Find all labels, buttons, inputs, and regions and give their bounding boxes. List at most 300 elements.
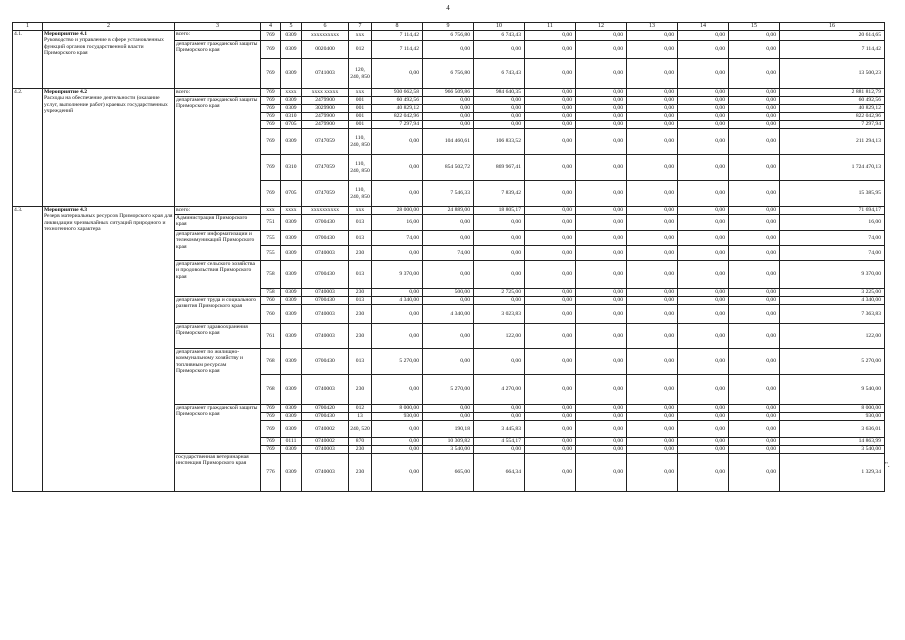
table-cell: 0,00	[474, 113, 525, 121]
table-cell: 0,00	[576, 305, 627, 324]
table-cell: 0740003	[302, 446, 349, 454]
column-number-cell: 4	[261, 23, 281, 31]
table-cell: 0,00	[576, 113, 627, 121]
table-cell: 0,00	[576, 155, 627, 181]
table-cell: 0,00	[576, 375, 627, 405]
table-cell: 854 502,72	[423, 155, 474, 181]
table-cell: 0309	[281, 297, 302, 305]
table-cell: 776	[261, 454, 281, 492]
table-cell: 230	[349, 454, 372, 492]
table-cell: 0,00	[678, 113, 729, 121]
table-cell: 0,00	[678, 97, 729, 105]
table-cell: 0,00	[372, 438, 423, 446]
table-cell: 0309	[281, 105, 302, 113]
table-cell: 0,00	[525, 446, 576, 454]
table-cell: 755	[261, 231, 281, 246]
table-cell: всего:	[175, 207, 261, 215]
table-cell: 0,00	[729, 305, 780, 324]
table-cell: 0,00	[678, 246, 729, 261]
table-cell: 0,00	[678, 413, 729, 421]
table-cell: 0,00	[627, 297, 678, 305]
table-cell: 0,00	[678, 231, 729, 246]
table-cell: 012	[349, 41, 372, 59]
table-cell: 0,00	[474, 261, 525, 289]
table-cell: 0,00	[678, 105, 729, 113]
table-cell: 0,00	[576, 413, 627, 421]
column-number-cell: 9	[423, 23, 474, 31]
table-cell: 74,00	[372, 231, 423, 246]
table-cell: 0309	[281, 421, 302, 438]
table-cell: 0,00	[525, 375, 576, 405]
table-cell: 0,00	[678, 324, 729, 349]
column-number-cell: 6	[302, 23, 349, 31]
table-cell: 0,00	[474, 105, 525, 113]
table-cell: ххх	[261, 207, 281, 215]
table-cell: 0740003	[302, 454, 349, 492]
table-cell: 16,00	[372, 215, 423, 231]
table-cell: 760	[261, 297, 281, 305]
table-cell: 0,00	[729, 421, 780, 438]
table-cell: 0,00	[474, 297, 525, 305]
table-cell: 0,00	[525, 413, 576, 421]
table-cell: 1 724 470,13	[780, 155, 885, 181]
table-cell: 0,00	[627, 121, 678, 129]
table-cell: 16,00	[780, 215, 885, 231]
table-cell: 0,00	[678, 215, 729, 231]
budget-table	[12, 22, 885, 492]
table-cell: 4 340,00	[423, 305, 474, 324]
table-row	[13, 89, 885, 97]
table-cell: 0,00	[525, 305, 576, 324]
table-cell: 0310	[281, 155, 302, 181]
table-cell: 2 725,00	[474, 289, 525, 297]
table-cell: 0,00	[678, 421, 729, 438]
table-cell: 0,00	[678, 89, 729, 97]
table-cell: хххххххххх	[302, 31, 349, 41]
table-cell: 71 694,17	[780, 207, 885, 215]
table-cell: 0,00	[474, 121, 525, 129]
table-cell: 0,00	[729, 349, 780, 375]
table-cell: 0740003	[302, 305, 349, 324]
table-cell: 0,00	[576, 246, 627, 261]
table-cell: 3029900	[302, 105, 349, 113]
table-cell: департамент труда и социального развития Приморского края	[175, 297, 261, 324]
table-cell: 0,00	[576, 105, 627, 113]
table-cell: 0,00	[423, 121, 474, 129]
table-cell: 966 509,86	[423, 89, 474, 97]
column-number-cell: 2	[43, 23, 175, 31]
table-cell: 5 270,00	[423, 375, 474, 405]
table-cell: 0,00	[627, 454, 678, 492]
table-cell: 0,00	[627, 113, 678, 121]
column-number-cell: 14	[678, 23, 729, 31]
table-cell: 0700430	[302, 297, 349, 305]
table-cell: 3 445,83	[474, 421, 525, 438]
table-cell: ххх	[349, 89, 372, 97]
table-cell: 0,00	[729, 113, 780, 121]
table-cell: департамент информатизации и телекоммуникаций Приморского края	[175, 231, 261, 261]
table-cell: 930,00	[780, 413, 885, 421]
activity-title: Мероприятие 4.1	[44, 31, 88, 37]
table-cell: 0,00	[576, 207, 627, 215]
table-cell: 4.1.	[13, 31, 43, 89]
table-cell: 769	[261, 89, 281, 97]
table-cell: 3 023,83	[474, 305, 525, 324]
table-cell: 60 492,56	[780, 97, 885, 105]
table-cell: 0700430	[302, 349, 349, 375]
table-cell: 0,00	[678, 375, 729, 405]
table-cell: 0,00	[627, 41, 678, 59]
table-cell: 0,00	[525, 231, 576, 246]
table-cell: 14 863,99	[780, 438, 885, 446]
table-cell: 0,00	[576, 261, 627, 289]
table-cell: 0747059	[302, 129, 349, 155]
table-cell: 0,00	[729, 215, 780, 231]
activity-title: Мероприятие 4.3	[44, 207, 88, 213]
table-cell: 0700430	[302, 413, 349, 421]
table-cell: 74,00	[780, 246, 885, 261]
table-cell: 0,00	[525, 31, 576, 41]
table-cell: 0,00	[372, 129, 423, 155]
table-cell: 0309	[281, 231, 302, 246]
table-cell: 0741003	[302, 59, 349, 89]
table-cell: 0,00	[525, 289, 576, 297]
table-cell: 013	[349, 215, 372, 231]
table-cell: 0,00	[525, 297, 576, 305]
table-cell: всего:	[175, 31, 261, 41]
table-cell: 0,00	[423, 231, 474, 246]
column-number-cell: 15	[729, 23, 780, 31]
table-cell: 0,00	[576, 41, 627, 59]
table-cell: 0,00	[678, 454, 729, 492]
table-cell: 7 297,94	[780, 121, 885, 129]
table-cell: 0,00	[729, 261, 780, 289]
table-cell: 0,00	[576, 421, 627, 438]
table-row	[13, 207, 885, 215]
table-cell: 665,00	[423, 454, 474, 492]
table-cell: 110, 240, 850	[349, 129, 372, 155]
table-cell: 211 294,13	[780, 129, 885, 155]
table-cell: 0,00	[525, 405, 576, 413]
table-cell: 0,00	[678, 59, 729, 89]
table-cell: 0,00	[678, 349, 729, 375]
table-cell: 2479900	[302, 121, 349, 129]
table-cell: 0111	[281, 438, 302, 446]
table-cell: 0,00	[729, 121, 780, 129]
table-cell: 0,00	[525, 113, 576, 121]
table-cell: 0,00	[576, 89, 627, 97]
table-cell: 6 756,80	[423, 31, 474, 41]
table-cell: 0,00	[525, 97, 576, 105]
table-cell: 0,00	[576, 446, 627, 454]
table-cell: 0,00	[729, 89, 780, 97]
table-cell: 9 540,00	[780, 375, 885, 405]
table-cell: 0,00	[525, 181, 576, 207]
table-cell: 106 833,52	[474, 129, 525, 155]
table-cell: 8 000,00	[372, 405, 423, 413]
table-cell: 769	[261, 97, 281, 105]
table-cell: 0,00	[576, 349, 627, 375]
table-cell: 7 363,83	[780, 305, 885, 324]
table-cell: 769	[261, 413, 281, 421]
table-cell: 4 340,00	[780, 297, 885, 305]
table-cell: 0,00	[678, 289, 729, 297]
column-number-cell: 10	[474, 23, 525, 31]
table-cell: хххх	[281, 207, 302, 215]
table-cell: 0,00	[525, 41, 576, 59]
table-cell: 0,00	[729, 405, 780, 413]
table-cell: 7 546,33	[423, 181, 474, 207]
table-cell: 8 000,00	[780, 405, 885, 413]
table-cell: 0,00	[678, 207, 729, 215]
table-cell: 0740003	[302, 324, 349, 349]
table-cell: 0,00	[627, 215, 678, 231]
table-cell: 0,00	[627, 59, 678, 89]
table-cell: 7 114,42	[780, 41, 885, 59]
table-body	[13, 23, 885, 492]
table-cell: 769	[261, 421, 281, 438]
table-cell: 0,00	[372, 305, 423, 324]
table-cell: 0,00	[729, 438, 780, 446]
table-cell: ххх	[349, 207, 372, 215]
table-cell: 001	[349, 121, 372, 129]
table-cell: 012	[349, 405, 372, 413]
table-cell: 0,00	[423, 349, 474, 375]
table-cell: 769	[261, 113, 281, 121]
table-cell: 664,34	[474, 454, 525, 492]
table-cell: 0,00	[576, 181, 627, 207]
table-cell: департамент по жилищно-коммунальному хозяйству и топливным ресурсам Приморского края	[175, 349, 261, 405]
table-cell: 769	[261, 181, 281, 207]
table-cell: 769	[261, 31, 281, 41]
table-cell: 0747059	[302, 181, 349, 207]
table-cell: 0,00	[729, 375, 780, 405]
table-cell: 0309	[281, 59, 302, 89]
table-cell: 0309	[281, 454, 302, 492]
table-cell: 0,00	[474, 97, 525, 105]
table-cell: 122,00	[780, 324, 885, 349]
table-cell: 74,00	[423, 246, 474, 261]
table-cell: 122,00	[474, 324, 525, 349]
table-cell: 0,00	[576, 97, 627, 105]
table-cell: 104 460,61	[423, 129, 474, 155]
table-cell: 6 743,43	[474, 59, 525, 89]
table-cell: 0,00	[729, 207, 780, 215]
table-cell: 0,00	[525, 215, 576, 231]
table-cell: 0705	[281, 121, 302, 129]
table-cell: 0,00	[678, 438, 729, 446]
table-cell	[43, 207, 175, 492]
table-cell: 0,00	[474, 446, 525, 454]
table-cell: 869 967,41	[474, 155, 525, 181]
table-cell: 0,00	[525, 324, 576, 349]
column-number-cell: 16	[780, 23, 885, 31]
table-cell: 5 270,00	[780, 349, 885, 375]
table-cell: 0740002	[302, 438, 349, 446]
table-cell: 2479900	[302, 113, 349, 121]
column-number-cell: 13	[627, 23, 678, 31]
table-cell: 0,00	[576, 454, 627, 492]
table-cell: 0309	[281, 324, 302, 349]
table-cell: 930 662,58	[372, 89, 423, 97]
table-cell: 1 329,34	[780, 454, 885, 492]
table-cell: 822 042,96	[372, 113, 423, 121]
table-cell: 0,00	[525, 349, 576, 375]
table-cell: 0,00	[627, 375, 678, 405]
table-cell: 5 270,00	[372, 349, 423, 375]
table-cell: 0,00	[729, 454, 780, 492]
table-cell: 0,00	[474, 231, 525, 246]
table-cell: 0,00	[729, 297, 780, 305]
column-number-cell: 7	[349, 23, 372, 31]
table-cell: 0,00	[372, 446, 423, 454]
table-cell: 0,00	[525, 438, 576, 446]
margin-mark: ".	[885, 461, 890, 469]
table-cell: 0,00	[729, 97, 780, 105]
table-cell: 0,00	[627, 207, 678, 215]
table-cell: 7 114,42	[372, 41, 423, 59]
table-cell: 769	[261, 129, 281, 155]
table-cell: 870	[349, 438, 372, 446]
table-cell: 0,00	[576, 121, 627, 129]
column-number-cell: 11	[525, 23, 576, 31]
table-cell: всего:	[175, 89, 261, 97]
table-cell: 0,00	[576, 438, 627, 446]
table-cell: 984 640,35	[474, 89, 525, 97]
table-cell: 0,00	[576, 405, 627, 413]
table-cell: 230	[349, 446, 372, 454]
table-cell: 110, 240, 850	[349, 155, 372, 181]
table-cell: 013	[349, 231, 372, 246]
table-cell: 2479900	[302, 97, 349, 105]
table-cell: 0740002	[302, 421, 349, 438]
table-cell: 0,00	[525, 207, 576, 215]
table-cell: 0020400	[302, 41, 349, 59]
table-cell: 0700420	[302, 405, 349, 413]
table-cell: 3 540,00	[423, 446, 474, 454]
table-cell: 0,00	[627, 324, 678, 349]
table-cell: 0,00	[525, 89, 576, 97]
column-number-row	[13, 23, 885, 31]
table-cell: 3 636,01	[780, 421, 885, 438]
table-cell: 40 829,12	[372, 105, 423, 113]
table-cell: 0,00	[729, 129, 780, 155]
table-cell: 0,00	[627, 89, 678, 97]
table-cell: 0309	[281, 215, 302, 231]
table-cell: 0740003	[302, 246, 349, 261]
table-cell: 013	[349, 349, 372, 375]
table-cell: 0,00	[729, 59, 780, 89]
table-cell: 4.2.	[13, 89, 43, 207]
table-cell: 0,00	[627, 413, 678, 421]
table-cell: 0,00	[372, 454, 423, 492]
table-cell: 0,00	[729, 31, 780, 41]
table-cell: 0,00	[576, 324, 627, 349]
table-cell: 0,00	[423, 405, 474, 413]
table-cell: 769	[261, 155, 281, 181]
table-cell: 768	[261, 349, 281, 375]
table-cell: 0,00	[627, 305, 678, 324]
table-cell: 758	[261, 261, 281, 289]
table-cell: 0,00	[627, 261, 678, 289]
page-number: 4	[446, 4, 450, 12]
table-cell: 013	[349, 297, 372, 305]
table-cell: 7 297,94	[372, 121, 423, 129]
table-cell: 0,00	[576, 31, 627, 41]
table-cell: 751	[261, 215, 281, 231]
table-cell: 0,00	[627, 105, 678, 113]
table-cell: 7 114,42	[372, 31, 423, 41]
table-cell: 0,00	[576, 59, 627, 89]
table-cell: 0309	[281, 413, 302, 421]
table-cell: 001	[349, 105, 372, 113]
table-cell: 0,00	[729, 155, 780, 181]
table-cell: 761	[261, 324, 281, 349]
table-cell: 013	[349, 261, 372, 289]
table-cell: 0,00	[372, 59, 423, 89]
table-cell: 0,00	[423, 105, 474, 113]
table-cell: 0,00	[474, 246, 525, 261]
table-cell: 758	[261, 289, 281, 297]
table-cell: 0309	[281, 246, 302, 261]
table-cell	[43, 89, 175, 207]
table-cell: 0,00	[729, 289, 780, 297]
table-cell: 0,00	[423, 97, 474, 105]
table-cell: ххх	[349, 31, 372, 41]
table-cell: 0,00	[576, 215, 627, 231]
table-cell: 0,00	[525, 121, 576, 129]
table-cell: Администрация Приморского края	[175, 215, 261, 231]
table-cell: 0740003	[302, 289, 349, 297]
table-cell: 0,00	[627, 31, 678, 41]
table-cell: 0310	[281, 113, 302, 121]
table-cell: 0,00	[372, 181, 423, 207]
table-cell: 0747059	[302, 155, 349, 181]
column-number-cell: 3	[175, 23, 261, 31]
table-cell: 0,00	[627, 421, 678, 438]
table-cell: 0,00	[525, 246, 576, 261]
table-cell: 0,00	[474, 405, 525, 413]
table-cell: 110, 240, 850	[349, 181, 372, 207]
table-cell: 0,00	[525, 155, 576, 181]
table-cell: 0,00	[627, 97, 678, 105]
table-cell: 0,00	[678, 405, 729, 413]
table-cell: 4 554,17	[474, 438, 525, 446]
table-cell: 0700430	[302, 261, 349, 289]
table-cell: хххх ххххх	[302, 89, 349, 97]
table-cell: 2 881 812,79	[780, 89, 885, 97]
table-cell: 40 829,12	[780, 105, 885, 113]
table-cell: 0,00	[627, 438, 678, 446]
table-cell: 0,00	[627, 129, 678, 155]
table-row	[13, 31, 885, 41]
table-cell: 230	[349, 375, 372, 405]
table-cell: 0,00	[678, 261, 729, 289]
table-cell: 0,00	[576, 289, 627, 297]
table-cell: 0,00	[474, 349, 525, 375]
table-cell: 0,00	[627, 349, 678, 375]
table-cell: 769	[261, 446, 281, 454]
table-cell: 20 614,65	[780, 31, 885, 41]
table-cell: 0,00	[576, 129, 627, 155]
table-cell: 0,00	[729, 181, 780, 207]
table-cell: 0,00	[423, 41, 474, 59]
table-cell: 0,00	[678, 41, 729, 59]
activity-description: Резерв материальных ресурсов Приморского края для ликвидации чрезвычайных ситуаций природного и техногенного характера	[44, 213, 173, 232]
table-cell: 6 743,43	[474, 31, 525, 41]
table-cell: 0309	[281, 41, 302, 59]
table-cell: 0,00	[678, 297, 729, 305]
